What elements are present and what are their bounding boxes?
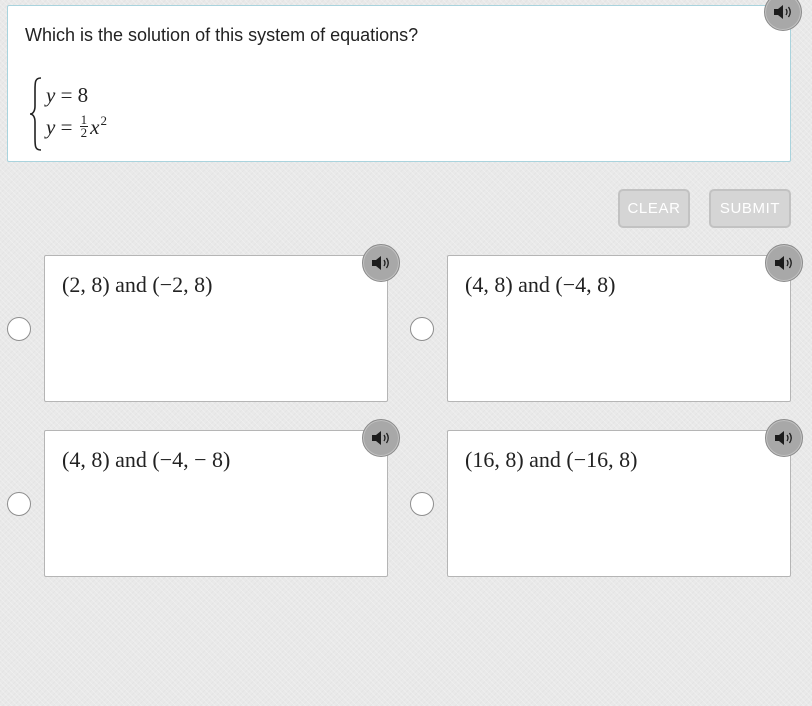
equation-1-rhs: = 8 bbox=[55, 83, 89, 107]
choice-4[interactable] bbox=[447, 430, 791, 577]
equation-1-lhs: y bbox=[46, 83, 56, 107]
choice-4-audio-button[interactable] bbox=[765, 419, 803, 457]
submit-button[interactable]: SUBMIT bbox=[709, 189, 791, 228]
speaker-icon bbox=[773, 4, 793, 20]
speaker-icon bbox=[371, 255, 391, 271]
clear-button[interactable]: CLEAR bbox=[618, 189, 690, 228]
fraction-denominator: 2 bbox=[80, 124, 88, 140]
choice-2-radio[interactable] bbox=[410, 317, 434, 341]
choice-3-label: (4, 8) and (−4, − 8) bbox=[62, 447, 231, 472]
choice-1-label: (2, 8) and (−2, 8) bbox=[62, 272, 213, 297]
choice-1-audio-button[interactable] bbox=[362, 244, 400, 282]
fraction bbox=[80, 111, 89, 140]
choice-2-label: (4, 8) and (−4, 8) bbox=[465, 272, 616, 297]
equation-2-variable: x bbox=[90, 115, 100, 139]
equation-system bbox=[29, 74, 159, 154]
speaker-icon bbox=[774, 255, 794, 271]
question-prompt: Which is the solution of this system of equations? bbox=[25, 25, 419, 45]
choice-1-radio[interactable] bbox=[7, 317, 31, 341]
left-brace-icon bbox=[29, 74, 43, 154]
equation-2-equals: = bbox=[55, 115, 78, 139]
equation-1 bbox=[46, 83, 88, 108]
choice-3[interactable] bbox=[44, 430, 388, 577]
equation-2-lhs: y bbox=[46, 115, 56, 139]
choice-1[interactable] bbox=[44, 255, 388, 402]
choice-3-radio[interactable] bbox=[7, 492, 31, 516]
question-audio-button[interactable] bbox=[764, 0, 802, 31]
question-panel bbox=[7, 5, 791, 162]
equation-2 bbox=[46, 111, 107, 142]
choice-3-audio-button[interactable] bbox=[362, 419, 400, 457]
equation-2-exponent: 2 bbox=[100, 113, 107, 128]
choice-4-radio[interactable] bbox=[410, 492, 434, 516]
choice-2-audio-button[interactable] bbox=[765, 244, 803, 282]
speaker-icon bbox=[774, 430, 794, 446]
fraction-numerator: 1 bbox=[80, 111, 88, 127]
choice-2[interactable] bbox=[447, 255, 791, 402]
speaker-icon bbox=[371, 430, 391, 446]
choice-4-label: (16, 8) and (−16, 8) bbox=[465, 447, 638, 472]
